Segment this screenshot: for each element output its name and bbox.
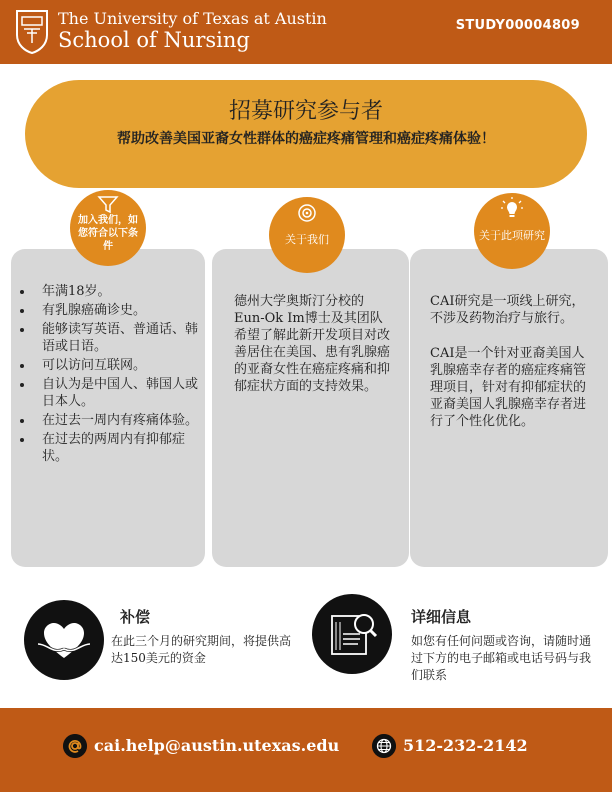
email-link[interactable]: cai.help@austin.utexas.edu <box>94 736 340 755</box>
title-banner <box>25 80 587 188</box>
ut-seal-icon <box>15 9 49 55</box>
hands-heart-icon <box>24 600 104 680</box>
details-title: 详细信息 <box>411 608 472 626</box>
page-title: 招募研究参与者 <box>228 99 383 124</box>
details-badge <box>312 594 392 674</box>
eligibility-list <box>14 283 200 467</box>
page-subtitle: 帮助改善美国亚裔女性群体的癌症疼痛管理和癌症疼痛体验！ <box>117 131 495 147</box>
header-bar <box>0 0 612 64</box>
join-us-label: 加入我们，如您符合以下条件 <box>78 215 138 252</box>
document-magnifier-icon <box>312 594 392 674</box>
lightbulb-icon <box>474 197 550 219</box>
study-id: STUDY00004809 <box>455 18 580 33</box>
filter-funnel-icon <box>70 194 146 216</box>
compensation-badge <box>24 600 104 680</box>
about-study-label: 关于此项研究 <box>479 229 545 242</box>
about-study-paragraph: CAI是一个针对亚裔美国人乳腺癌幸存者的癌症疼痛管理项目，针对有抑郁症状的亚裔美国人乳腺癌幸存者进行了个性化优化。 <box>430 346 587 429</box>
eligibility-item: • 自认为是中国人、韩国人或日本人。 <box>34 376 200 410</box>
about-study-paragraph: CAI研究是一项线上研究，不涉及药物治疗与旅行。 <box>430 294 585 326</box>
globe-icon <box>372 734 396 758</box>
eligibility-item: • 可以访问互联网。 <box>34 357 200 374</box>
target-icon <box>269 201 345 223</box>
eligibility-item: • 年满18岁。 <box>34 283 200 300</box>
about-study-text <box>430 293 592 448</box>
about-us-badge <box>269 197 345 273</box>
about-us-label: 关于我们 <box>285 233 329 246</box>
eligibility-item: • 在过去的两周内有抑郁症状。 <box>34 431 200 465</box>
phone-number[interactable]: 512-232-2142 <box>403 736 528 755</box>
compensation-text: 在此三个月的研究期间，将提供高达150美元的资金 <box>111 634 292 665</box>
join-us-badge <box>70 190 146 266</box>
about-study-badge <box>474 193 550 269</box>
eligibility-item: • 有乳腺癌确诊史。 <box>34 302 200 319</box>
details-text: 如您有任何问题或咨询，请随时通过下方的电子邮箱或电话号码与我们联系 <box>411 634 592 682</box>
eligibility-item: • 在过去一周内有疼痛体验。 <box>34 412 200 429</box>
at-sign-icon <box>63 734 87 758</box>
school-name: School of Nursing <box>58 28 250 52</box>
university-name: The University of Texas at Austin <box>58 9 327 28</box>
eligibility-item: • 能够读写英语、普通话、韩语或日语。 <box>34 321 200 355</box>
compensation-title: 补偿 <box>120 608 151 626</box>
about-us-text: 德州大学奥斯汀分校的Eun-Ok Im博士及其团队希望了解此新开发项目对改善居住在美国、患有乳腺癌的亚裔女性在癌症疼痛和抑郁症状方面的支持效果。 <box>234 294 391 394</box>
